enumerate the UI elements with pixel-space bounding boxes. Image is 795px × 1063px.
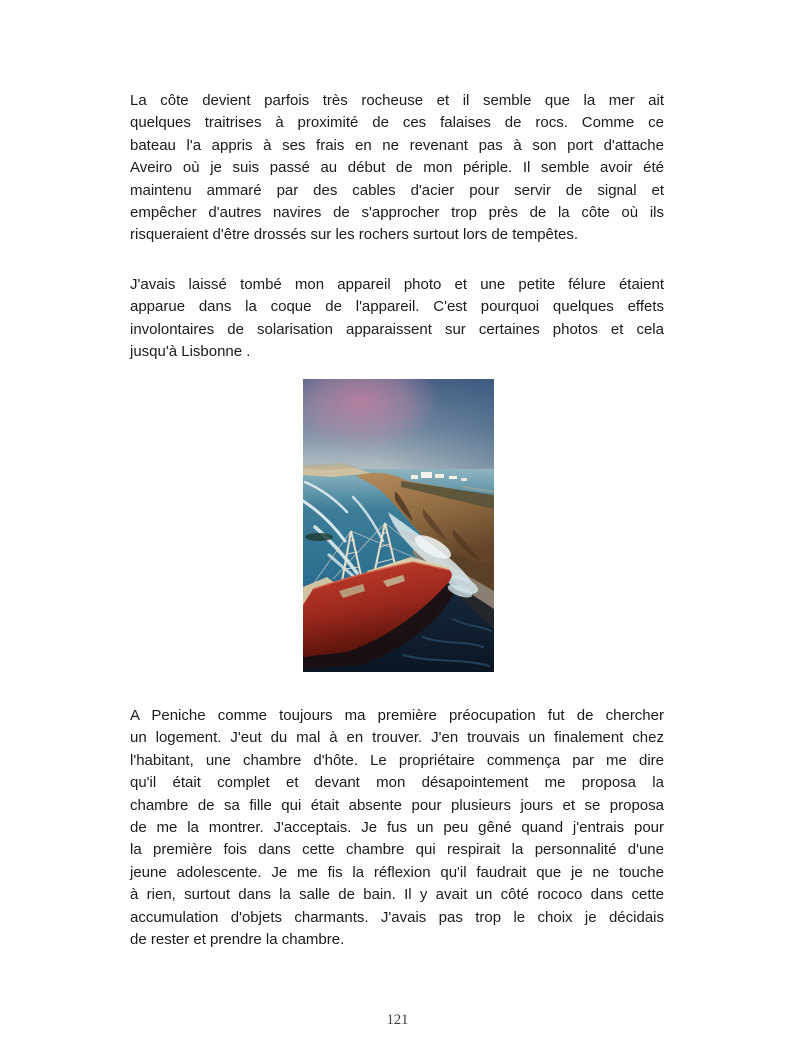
text-line: jeune adolescente. Je me fis la réflexion qu'il faudrait que je ne touche: [130, 863, 664, 881]
shipwreck-photo: [303, 379, 494, 672]
text-line: La côte devient parfois très rocheuse et il semble que la mer ait: [130, 92, 664, 109]
text-line: à rien, surtout dans la salle de bain. Il y avait un côté rococo dans cette: [130, 886, 664, 904]
paragraph-2: [130, 274, 664, 364]
paragraph-3: [130, 705, 664, 951]
page-number: 121: [386, 1012, 409, 1028]
text-line: involontaires de solarisation apparaissent sur certaines photos et cela: [130, 320, 664, 338]
text-line: bateau l'a appris à ses frais en ne revenant pas à son port d'attache: [130, 136, 664, 154]
text-line: qu'il était complet et devant mon désapointement me proposa la: [130, 774, 664, 792]
text-line: maintenu ammaré par des cables d'acier pour servir de signal et: [130, 181, 664, 199]
text-line: jusqu'à Lisbonne .: [130, 343, 251, 361]
text-line: J'avais laissé tombé mon appareil photo et une petite félure étaient: [130, 276, 664, 293]
text-line: un logement. J'eut du mal à en trouver. J'en trouvais un finalement chez: [130, 729, 664, 747]
text-line: chambre de sa fille qui était absente pour plusieurs jours et se proposa: [130, 796, 664, 814]
text-line: accumulation d'objets charmants. J'avais pas trop le choix je décidais: [130, 908, 664, 926]
paragraph-1: [130, 90, 664, 247]
shipwreck-photo-illustration: [303, 379, 494, 672]
text-line: A Peniche comme toujours ma première préocupation fut de chercher: [130, 707, 664, 724]
text-line: empêcher d'autres navires de s'approcher trop près de la côte où ils: [130, 204, 664, 222]
text-line: quelques traitrises à proximité de ces falaises de rocs. Comme ce: [130, 114, 664, 132]
text-line: l'habitant, une chambre d'hôte. Le propriétaire commença par me dire: [130, 751, 664, 769]
text-line: de rester et prendre la chambre.: [130, 931, 345, 949]
text-line: la première fois dans cette chambre qui respirait la personnalité d'une: [130, 841, 664, 859]
text-line: de me la montrer. J'acceptais. Je fus un peu gêné quand j'entrais pour: [130, 819, 664, 837]
text-line: Aveiro où je suis passé au début de mon périple. Il semble avoir été: [130, 159, 664, 177]
text-line: apparue dans la coque de l'appareil. C'est pourquoi quelques effets: [130, 298, 664, 316]
seaweed-patch: [305, 533, 333, 541]
text-line: risqueraient d'être drossés sur les rochers surtout lors de tempêtes.: [130, 226, 579, 244]
